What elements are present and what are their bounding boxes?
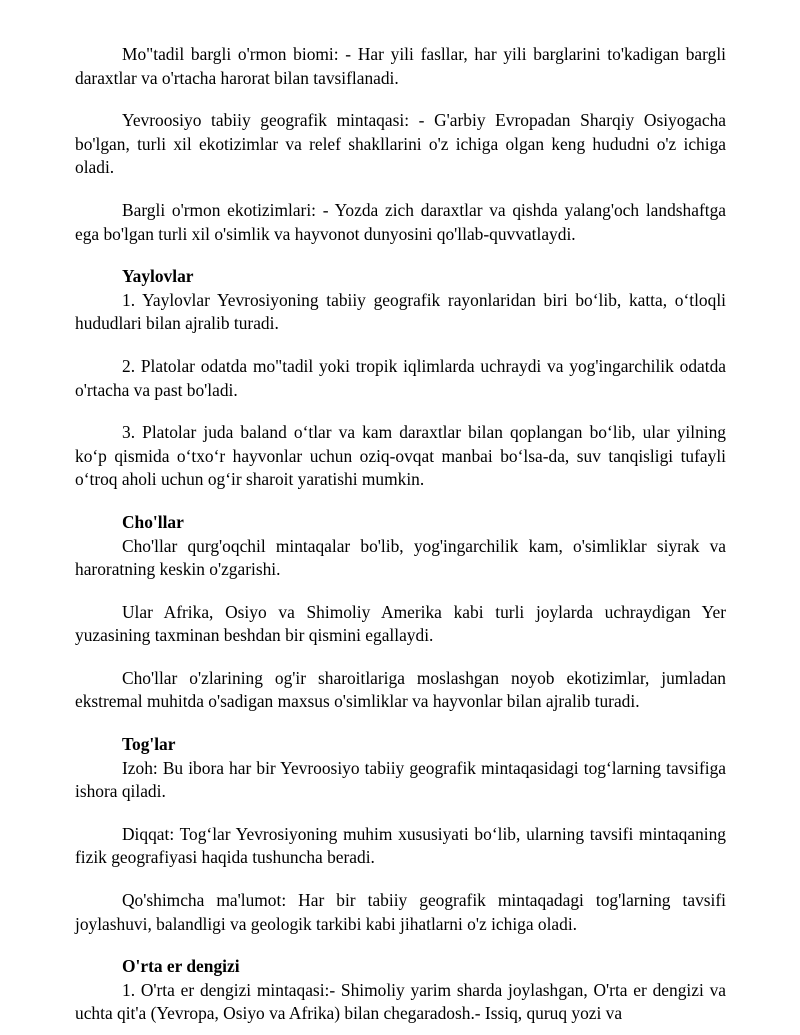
paragraph-yaylovlar-1: 1. Yaylovlar Yevrosiyoning tabiiy geografik rayonlaridan biri bo‘lib, katta, o‘tloqli hududlari bilan ajralib turadi. bbox=[75, 289, 726, 334]
paragraph-chollar-2: Ular Afrika, Osiyo va Shimoliy Amerika kabi turli joylarda uchraydigan Yer yuzasining taxminan beshdan bir qismini egallaydi. bbox=[75, 601, 726, 646]
paragraph-chollar-3: Cho'llar o'zlarining og'ir sharoitlariga moslashgan noyob ekotizimlar, jumladan ekstremal muhitda o'sadigan maxsus o'simliklar va hayvonlar bilan ajralib turadi. bbox=[75, 667, 726, 712]
paragraph-forest-ecosystems: Bargli o'rmon ekotizimlari: - Yozda zich daraxtlar va qishda yalang'och landshaftga ega bo'lgan turli xil o'simlik va hayvonot dunyosini qo'llab-quvvatlaydi. bbox=[75, 199, 726, 244]
heading-toglar: Tog'lar bbox=[122, 734, 176, 755]
paragraph-toglar-1: Izoh: Bu ibora har bir Yevroosiyo tabiiy geografik mintaqasidagi tog‘larning tavsifiga ishora qiladi. bbox=[75, 757, 726, 802]
paragraph-chollar-1: Cho'llar qurg'oqchil mintaqalar bo'lib, yog'ingarchilik kam, o'simliklar siyrak va haroratning keskin o'zgarishi. bbox=[75, 535, 726, 580]
paragraph-yaylovlar-3: 3. Platolar juda baland o‘tlar va kam daraxtlar bilan qoplangan bo‘lib, ular yilning ko‘p qismida o‘txo‘r hayvonlar uchun oziq-ovqat manbai bo‘lsa-da, suv tanqisligi tufayli o‘troq aholi uchun og‘ir sharoit yaratishi mumkin. bbox=[75, 422, 726, 490]
heading-yaylovlar: Yaylovlar bbox=[122, 266, 194, 287]
paragraph-deciduous-biome: Mo"tadil bargli o'rmon biomi: - Har yili fasllar, har yili barglarini to'kadigan bargli daraxtlar va o'rtacha harorat bilan tavsiflanadi. bbox=[75, 44, 726, 88]
heading-orta-er-dengizi: O'rta er dengizi bbox=[122, 956, 240, 977]
heading-chollar: Cho'llar bbox=[122, 511, 184, 532]
paragraph-toglar-3: Qo'shimcha ma'lumot: Har bir tabiiy geografik mintaqadagi tog'larning tavsifi joylashuvi, balandligi va geologik tarkibi kabi jihatlarni o'z ichiga oladi. bbox=[75, 890, 726, 934]
paragraph-yaylovlar-2: 2. Platolar odatda mo"tadil yoki tropik iqlimlarda uchraydi va yog'ingarchilik odatda o'rtacha va past bo'ladi. bbox=[75, 355, 726, 400]
paragraph-orta-er-1: 1. O'rta er dengizi mintaqasi:- Shimoliy yarim sharda joylashgan, O'rta er dengizi va uchta qit'a (Yevropa, Osiyo va Afrika) bilan chegaradosh.- Issiq, quruq yozi va bbox=[75, 979, 726, 1024]
paragraph-toglar-2: Diqqat: Tog‘lar Yevrosiyoning muhim xususiyati bo‘lib, ularning tavsifi mintaqaning fizik geografiyasi haqida tushuncha beradi. bbox=[75, 823, 726, 868]
paragraph-eurasia-region: Yevroosiyo tabiiy geografik mintaqasi: - G'arbiy Evropadan Sharqiy Osiyogacha bo'lgan, turli xil ekotizimlar va relef shakllarini o'z ichiga olgan keng hududni o'z ichiga oladi. bbox=[75, 110, 726, 178]
